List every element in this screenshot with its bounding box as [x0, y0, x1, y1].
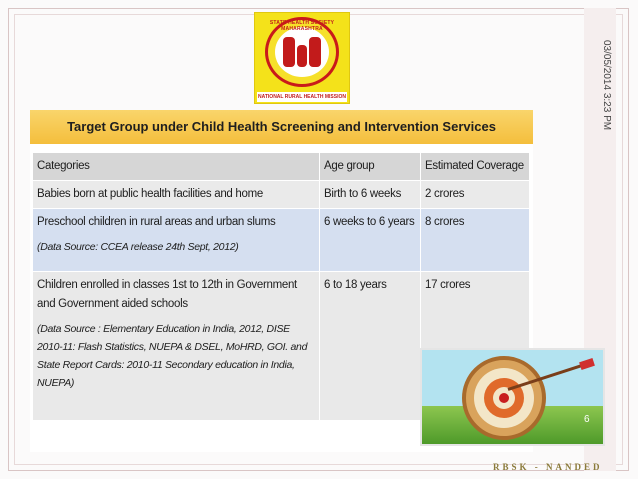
family-figure-icon: [283, 37, 295, 67]
data-source-note: (Data Source : Elementary Education in India, 2012, DISE 2010-11: Flash Statistics, NUEPA & DSEL, MoHRD, GOI. and State Report Cards: 2010-11 Secondary education in India, NUEPA): [37, 323, 308, 389]
header-estimated-coverage: Estimated Coverage: [421, 153, 530, 181]
category-text: Preschool children in rural areas and urban slums: [37, 216, 276, 228]
family-figure-icon: [297, 45, 307, 67]
date-stamp: 03/05/2014 3:23 PM: [601, 40, 612, 131]
row-category: [33, 181, 320, 209]
family-figure-icon: [309, 37, 321, 67]
row-coverage: 8 crores: [421, 209, 530, 272]
data-source-note: (Data Source: CCEA release 24th Sept, 2012): [37, 241, 239, 253]
logo-footer-text: NATIONAL RURAL HEALTH MISSION: [258, 94, 346, 100]
row-category: [33, 272, 320, 421]
footer-label: RBSK - NANDED: [493, 462, 603, 472]
row-category: [33, 209, 320, 272]
bullseye: [499, 393, 509, 403]
category-text: Babies born at public health facilities and home: [37, 188, 263, 200]
logo-center: [275, 27, 329, 77]
row-age: Birth to 6 weeks: [320, 181, 421, 209]
arrow-fletching: [579, 358, 595, 370]
table-row: [33, 209, 530, 272]
row-coverage: 17 crores: [421, 272, 530, 421]
header-categories: Categories: [33, 153, 320, 181]
header-age-group: Age group: [320, 153, 421, 181]
category-text: Children enrolled in classes 1st to 12th in Government and Government aided schools: [37, 279, 297, 310]
target-image: [420, 348, 605, 446]
table-title: Target Group under Child Health Screening and Intervention Services: [30, 110, 533, 144]
logo-arc-text: STATE HEALTH SOCIETY MAHARASHTRA: [269, 20, 335, 32]
nrhm-logo: [254, 12, 350, 104]
target-board-icon: [462, 356, 546, 440]
row-age: 6 weeks to 6 years: [320, 209, 421, 272]
row-coverage: 2 crores: [421, 181, 530, 209]
table-row: [33, 181, 530, 209]
table-header-row: [33, 153, 530, 181]
slide-number: 6: [584, 414, 590, 425]
row-age: 6 to 18 years: [320, 272, 421, 421]
